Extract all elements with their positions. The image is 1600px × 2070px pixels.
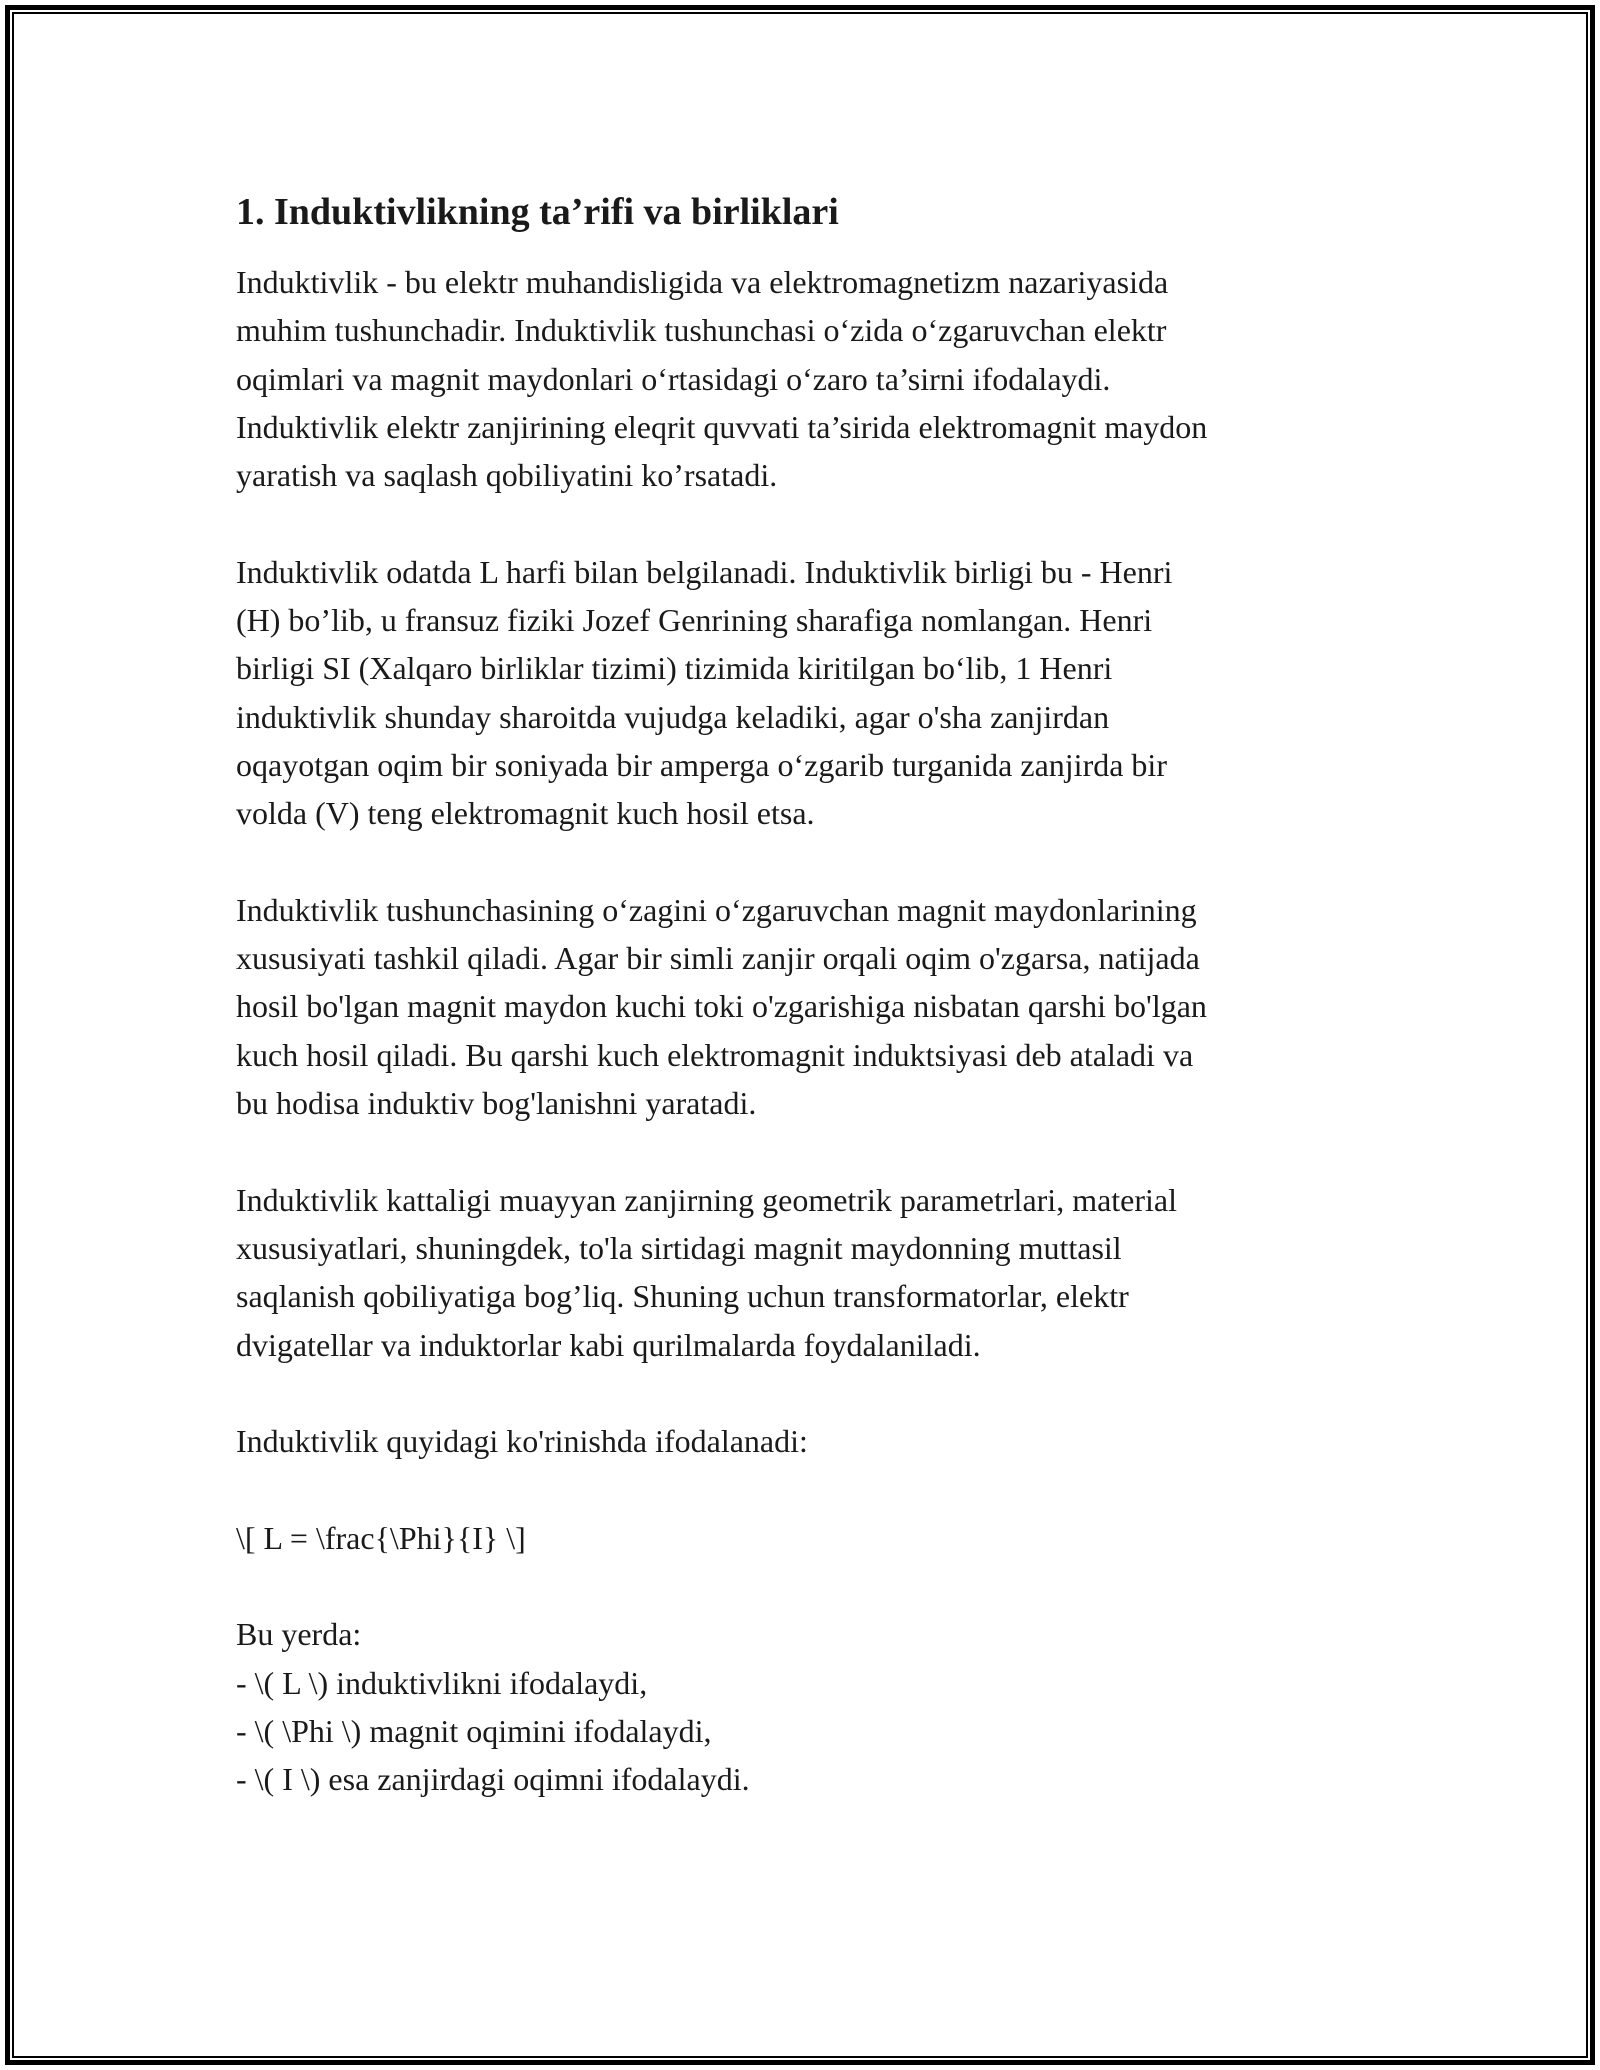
paragraph-units: Induktivlik odatda L harfi bilan belgilanadi. Induktivlik birligi bu - Henri (H) bo’lib, u fransuz fiziki Jozef Genrining sharafiga nomlangan. Henri birligi SI (Xalqaro birliklar tizimi) tizimida kiritilgan bo‘lib, 1 Henri induktivlik shunday sharoitda vujudga keladiki, agar o'sha zanjirdan oqayotgan oqim bir soniyada bir amperga o‘zgarib turganida zanjirda bir volda (V) teng elektromagnit kuch hosil etsa. — [236, 553, 1173, 832]
definition-item-phi: - \( \Phi \) magnit oqimini ifodalaydi, — [236, 1712, 712, 1749]
paragraph-formula-intro: Induktivlik quyidagi ko'rinishda ifodalanadi: — [236, 1423, 808, 1460]
where-label: Bu yerda: — [236, 1616, 362, 1653]
inductance-formula: \[ L = \frac{\Phi}{I} \] — [236, 1519, 526, 1556]
paragraph-definition: Induktivlik - bu elektr muhandisligida va elektromagnetizm nazariyasida muhim tushunchadir. Induktivlik tushunchasi o‘zida o‘zgaruvchan elektr oqimlari va magnit maydonlari o‘rtasidagi o‘zaro ta’sirni ifodalaydi. Induktivlik elektr zanjirining eleqrit quvvati ta’sirida elektromagnit maydon yaratish va saqlash qobiliyatini ko’rsatadi. — [236, 264, 1208, 494]
definition-item-i: - \( I \) esa zanjirdagi oqimni ifodalaydi. — [236, 1761, 750, 1798]
document-content — [236, 188, 1361, 1804]
definition-item-l: - \( L \) induktivlikni ifodalaydi, — [236, 1664, 648, 1701]
section-heading: 1. Induktivlikning ta’rifi va birliklari — [236, 191, 839, 233]
paragraph-magnitude: Induktivlik kattaligi muayyan zanjirning geometrik parametrlari, material xususiyatlari, shuningdek, to'la sirtidagi magnit maydonning muttasil saqlanish qobiliyatiga bog’liq. Shuning uchun transformatorlar, elektr dvigatellar va induktorlar kabi qurilmalarda foydalaniladi. — [236, 1181, 1178, 1363]
paragraph-magnetic-field: Induktivlik tushunchasining o‘zagini o‘zgaruvchan magnit maydonlarining xususiyati tashkil qiladi. Agar bir simli zanjir orqali oqim o'zgarsa, natijada hosil bo'lgan magnit maydon kuchi toki o'zgarishiga nisbatan qarshi bo'lgan kuch hosil qiladi. Bu qarshi kuch elektromagnit induktsiyasi deb ataladi va bu hodisa induktiv bog'lanishni yaratadi. — [236, 891, 1207, 1122]
